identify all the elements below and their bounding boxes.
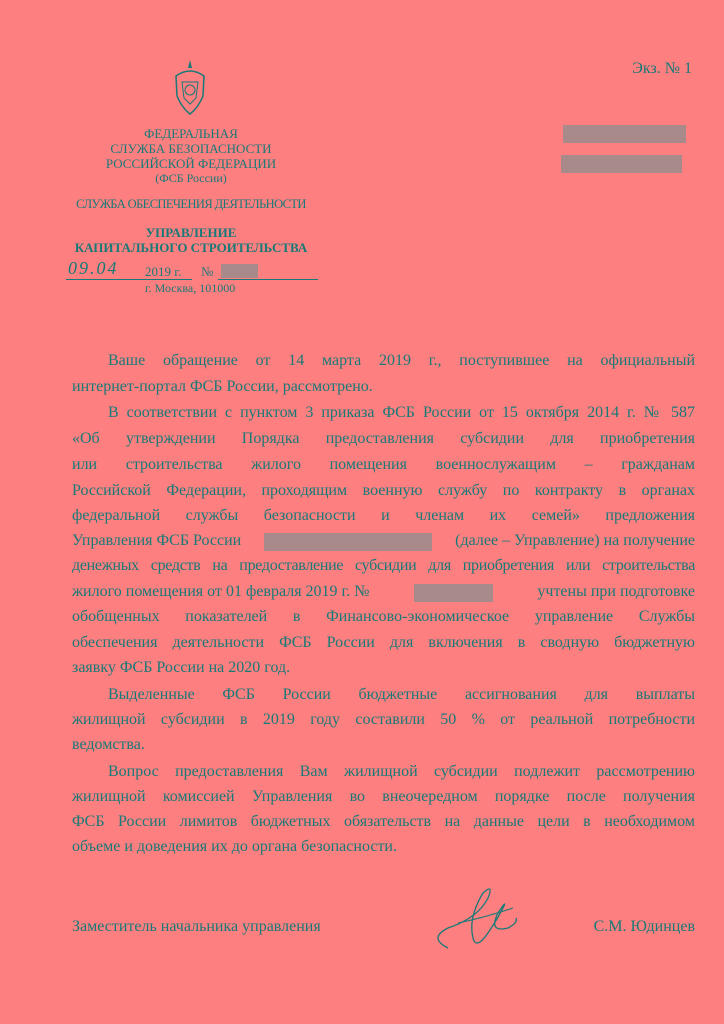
body-line: ФСБ России лимитов бюджетных обязательств на данные цели в необходимом — [72, 813, 695, 830]
signatory-name: С.М. Юдинцев — [593, 918, 695, 935]
signatory-position: Заместитель начальника управления — [72, 918, 321, 935]
body-line: жилищной комиссией Управления во внеочередном порядке после получения — [72, 788, 695, 805]
org-line: (ФСБ России) — [155, 171, 227, 185]
body-text: (далее – Управление) на получение — [455, 532, 695, 549]
body-line: обобщенных показателей в Финансово-экономическое управление Службы — [72, 608, 695, 625]
org-name — [60, 126, 322, 186]
body-line: объеме и доведения их до органа безопасности. — [72, 838, 397, 855]
body-text: жилого помещения от 01 февраля 2019 г. № — [72, 583, 370, 600]
body-line: Вопрос предоставления Вам жилищной субсидии подлежит рассмотрению — [108, 763, 695, 780]
redacted-letter-number — [221, 264, 258, 278]
body-text: Управления ФСБ России — [72, 532, 242, 549]
body-line: федеральной службы безопасности и членам их семей» предложения — [72, 507, 695, 524]
body-line: Выделенные ФСБ России бюджетные ассигнования для выплаты — [108, 686, 695, 703]
handwritten-signature — [428, 878, 523, 958]
redacted-addressee-1 — [563, 125, 686, 143]
fsb-emblem-icon — [170, 58, 210, 118]
body-line: ведомства. — [72, 736, 145, 753]
letter-year: 2019 г. — [145, 264, 182, 279]
body-text: учтены при подготовке — [537, 583, 695, 600]
body-line: В соответствии с пунктом 3 приказа ФСБ России от 15 октября 2014 г. № 587 — [108, 404, 695, 421]
redacted-request-number — [414, 584, 493, 602]
body-line: или строительства жилого помещения военнослужащим – гражданам — [72, 456, 695, 473]
body-line — [72, 582, 695, 602]
department-line: КАПИТАЛЬНОГО СТРОИТЕЛЬСТВА — [74, 240, 308, 255]
department-name — [60, 225, 322, 255]
body-line: Российской Федерации, проходящим военную службу по контракту в органах — [72, 482, 695, 499]
copy-number: Экз. № 1 — [632, 60, 692, 77]
service-name: СЛУЖБА ОБЕСПЕЧЕНИЯ ДЕЯТЕЛЬНОСТИ — [76, 197, 306, 211]
org-line: ФЕДЕРАЛЬНАЯ — [144, 126, 238, 141]
body-line: жилищной субсидии в 2019 году составили 50 % от реальной потребности — [72, 711, 695, 728]
number-label: № — [201, 264, 214, 279]
body-line: «Об утверждении Порядка предоставления субсидии для приобретения — [72, 430, 695, 447]
body-line: денежных средств на предоставление субсидии для приобретения или строительства — [72, 557, 695, 574]
body-line: обеспечения деятельности ФСБ России для включения в сводную бюджетную — [72, 634, 695, 651]
body-line — [72, 531, 695, 551]
city-address: г. Москва, 101000 — [145, 281, 236, 295]
department-line: УПРАВЛЕНИЕ — [145, 225, 237, 240]
handwritten-date: 09.04 — [68, 258, 119, 278]
body-line: Ваше обращение от 14 марта 2019 г., поступившее на официальный — [108, 352, 695, 369]
redacted-addressee-2 — [561, 155, 682, 173]
number-underline — [218, 279, 318, 280]
body-line: интернет-портал ФСБ России, рассмотрено. — [72, 378, 373, 395]
redacted-region-name — [264, 533, 432, 551]
org-line: СЛУЖБА БЕЗОПАСНОСТИ — [110, 141, 272, 156]
date-underline — [66, 279, 192, 280]
org-line: РОССИЙСКОЙ ФЕДЕРАЦИИ — [105, 156, 277, 171]
body-line: заявку ФСБ России на 2020 год. — [72, 659, 291, 676]
